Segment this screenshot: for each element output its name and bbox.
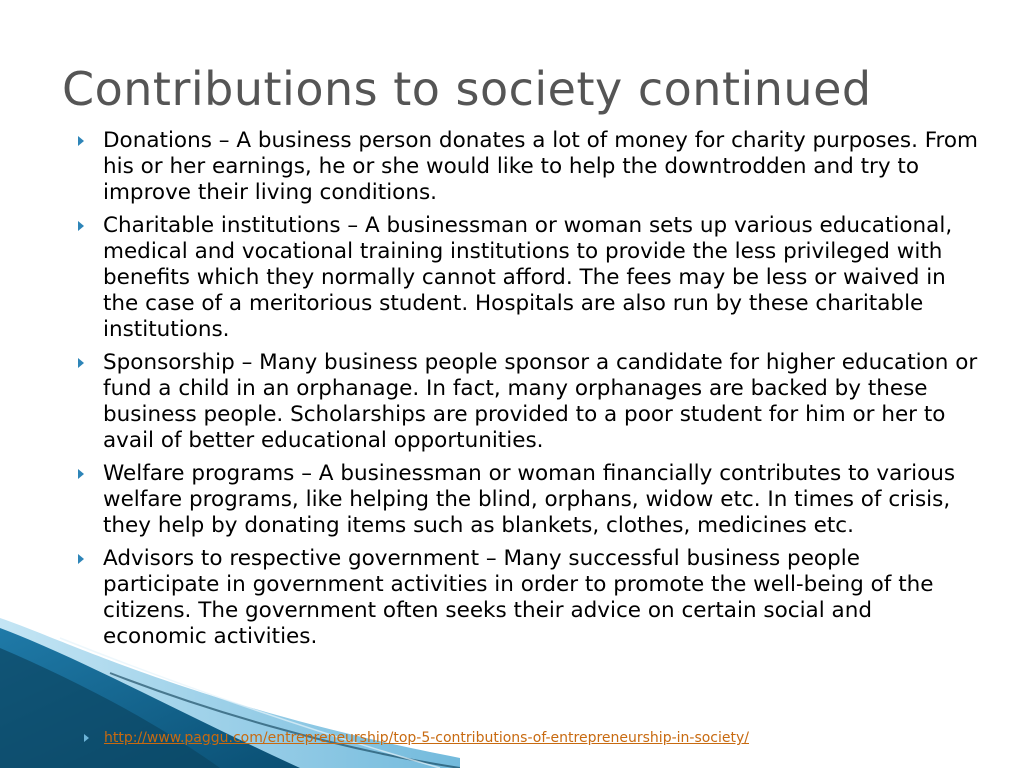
list-item bbox=[78, 350, 978, 454]
item-description: – A businessman or woman sets up various educational, medical and vocational training institutions to provide the less privileged with benefits which they normally cannot afford. The fees may be less or waived in the case of a meritorious student. Hospitals are also run by these charitable institutions. bbox=[103, 213, 953, 342]
item-term: Sponsorship bbox=[103, 350, 235, 375]
item-description: – Many successful business people participate in government activities in order to promote the well-being of the citizens. The government often seeks their advice on certain social and economic activities. bbox=[103, 546, 934, 649]
list-item bbox=[78, 546, 978, 650]
item-description: – A business person donates a lot of money for charity purposes. From his or her earnings, he or she would like to help the downtrodden and try to improve their living conditions. bbox=[103, 128, 979, 205]
item-term: Advisors to respective government bbox=[103, 546, 480, 571]
bullet-arrow-icon bbox=[78, 469, 84, 479]
source-bullet-icon bbox=[84, 734, 89, 742]
item-term: Welfare programs bbox=[103, 461, 295, 486]
list-item bbox=[78, 461, 978, 539]
bullet-arrow-icon bbox=[78, 221, 84, 231]
slide-title: Contributions to society continued bbox=[62, 62, 872, 116]
bullet-arrow-icon bbox=[78, 136, 84, 146]
bullet-arrow-icon bbox=[78, 358, 84, 368]
source-link[interactable]: http://www.paggu.com/entrepreneurship/top-5-contributions-of-entrepreneurship-in-society/ bbox=[104, 730, 749, 746]
item-description: – Many business people sponsor a candidate for higher education or fund a child in an orphanage. In fact, many orphanages are backed by these business people. Scholarships are provided to a poor student for him or her to avail of better educational opportunities. bbox=[103, 350, 978, 453]
list-item bbox=[78, 128, 978, 206]
bullet-arrow-icon bbox=[78, 554, 84, 564]
bullet-list bbox=[78, 128, 978, 657]
item-description: – A businessman or woman financially contributes to various welfare programs, like helping the blind, orphans, widow etc. In times of crisis, they help by donating items such as blankets, clothes, medicines etc. bbox=[103, 461, 956, 538]
item-term: Donations bbox=[103, 128, 212, 153]
list-item bbox=[78, 213, 978, 343]
item-term: Charitable institutions bbox=[103, 213, 341, 238]
